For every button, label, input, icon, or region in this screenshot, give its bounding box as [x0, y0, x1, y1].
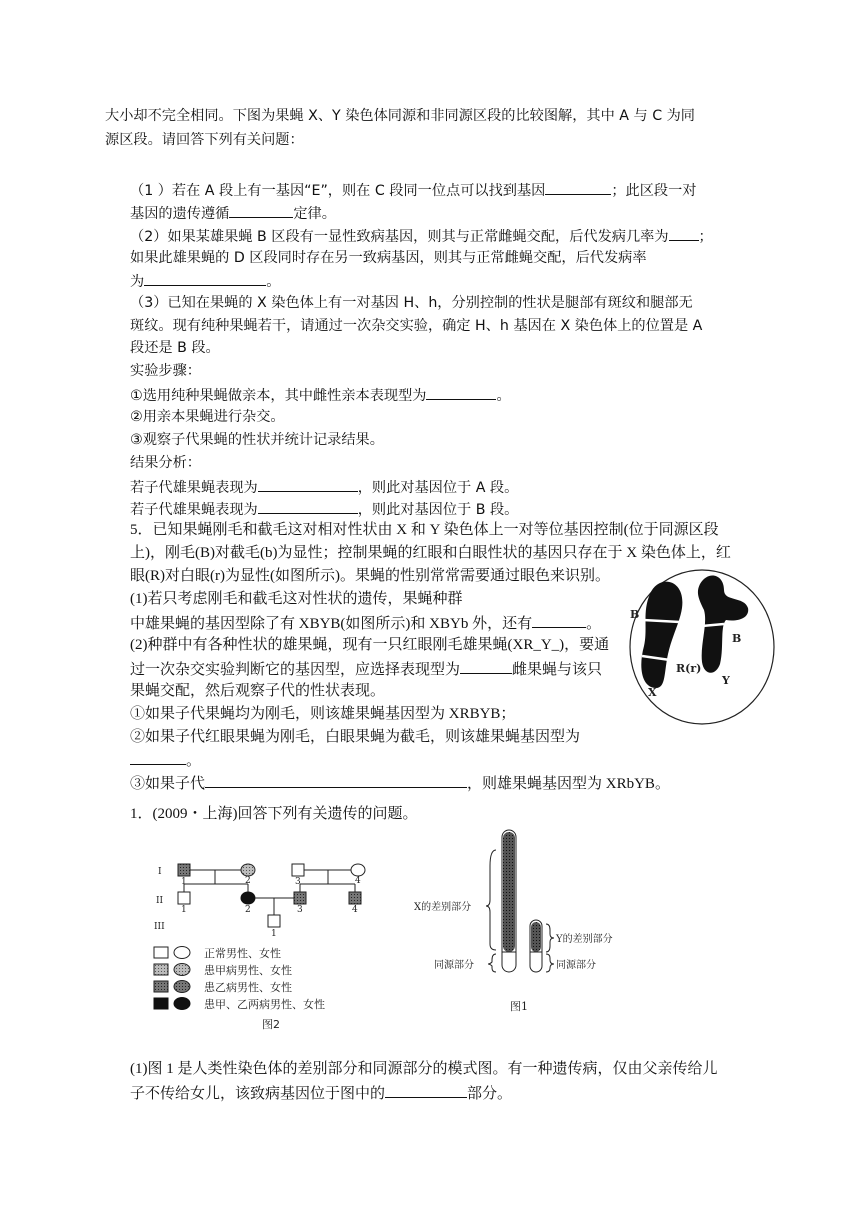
svg-text:4: 4 — [352, 905, 358, 915]
q1-text-c: 基因的遗传遵循 — [130, 206, 230, 222]
q3-line-3: 段还是 B 段。 — [130, 340, 220, 356]
homolog-right-label: 同源部分 — [556, 960, 596, 971]
q2-blank-1[interactable] — [669, 226, 699, 241]
legend-disease-a-male — [154, 964, 168, 975]
q5-blank-4[interactable] — [205, 773, 467, 788]
q5-case-3 — [130, 773, 670, 793]
II-1-male — [178, 892, 190, 904]
q2-text-e: 。 — [266, 274, 281, 290]
q2009-p1-end: 部分。 — [467, 1086, 513, 1102]
I-3-male — [292, 864, 304, 876]
q5-blank-2[interactable] — [460, 659, 512, 674]
III-1-male — [268, 915, 280, 927]
chromosome-caption: 图1 — [510, 1000, 528, 1013]
legend-both-female — [174, 998, 190, 1010]
svg-text:4: 4 — [355, 876, 361, 886]
q1-line-1 — [130, 180, 697, 200]
q5-blank-3[interactable] — [130, 750, 186, 765]
q5-line-3: 眼(R)对白眼(r)为显性(如图所示)。果蝇的性别常常需要通过眼色来识别。 — [130, 568, 610, 584]
q3-result1-text: 若子代雄果蝇表现为 — [130, 480, 258, 496]
q3-result1-end: ，则此对基因位于 A 段。 — [357, 480, 519, 496]
q5-part2-line-2 — [130, 659, 602, 679]
label-b-left: B — [630, 608, 640, 621]
legend-label-normal: 正常男性、女性 — [204, 947, 281, 960]
y-differential-region — [531, 922, 541, 952]
q3-step-2: ②用亲本果蝇进行杂交。 — [130, 409, 285, 425]
q2009-blank-1[interactable] — [385, 1083, 467, 1098]
svg-text:1: 1 — [271, 929, 277, 937]
q5-case-2: ②如果子代红眼果蝇为刚毛，白眼果蝇为截毛，则该雄果蝇基因型为 — [130, 729, 581, 745]
intro-line-1: 大小却不完全相同。下图为果蝇 X、Y 染色体同源和非同源区段的比较图解，其中 A 与 C 为同 — [105, 108, 695, 124]
q2-text-b: ； — [698, 229, 713, 245]
q5-case-2b — [130, 750, 201, 770]
q5-c3-end: ，则雄果蝇基因型为 XRbYB。 — [467, 776, 670, 792]
q5-p1-end: 。 — [586, 616, 602, 632]
I-4-female — [351, 864, 365, 876]
homolog-left-label: 同源部分 — [434, 960, 474, 971]
q3-result-1 — [130, 477, 518, 497]
q5-blank-1[interactable] — [532, 613, 586, 628]
q2-line-1 — [130, 226, 713, 246]
q1-text-a: （1 ）若在 A 段上有一基因“E”，则在 C 段同一位点可以找到基因 — [130, 183, 546, 199]
q3-blank-1[interactable] — [426, 385, 496, 400]
legend-disease-b-male — [154, 981, 168, 992]
q2009-p1-text: 子不传给女儿，该致病基因位于图中的 — [130, 1086, 386, 1102]
svg-text:1: 1 — [181, 877, 187, 887]
q1-text-b: ；此区段一对 — [611, 183, 697, 199]
x-diff-label: X的差别部分 — [414, 902, 472, 913]
q5-p2-text: 过一次杂交实验判断它的基因型，应选择表现型为 — [130, 662, 461, 678]
q5-line-2: 上)，刚毛(B)对截毛(b)为显性；控制果蝇的红眼和白眼性状的基因只存在于 X 染色体上，红 — [130, 545, 731, 561]
q1-line-2 — [130, 203, 336, 223]
y-homolog-brace — [546, 954, 554, 972]
generation-III-label: III — [154, 922, 165, 932]
y-diff-label: Y的差别部分 — [556, 934, 613, 945]
q5-c2-end: 。 — [186, 753, 202, 769]
pedigree-caption: 图2 — [262, 1018, 280, 1031]
q3-analysis-title: 结果分析： — [130, 455, 201, 471]
q3-result-2 — [130, 499, 518, 519]
label-x: X — [648, 686, 657, 699]
svg-text:3: 3 — [295, 877, 301, 887]
legend-label-both: 患甲、乙两病男性、女性 — [204, 998, 325, 1011]
q2-line-3 — [130, 271, 280, 291]
II-2-female — [241, 892, 255, 904]
q5-line-1: 5．已知果蝇刚毛和截毛这对相对性状由 X 和 Y 染色体上一对等位基因控制(位于同源区段 — [130, 522, 719, 538]
y-diff-brace — [546, 924, 554, 952]
legend-both-male — [154, 998, 168, 1009]
q5-p2-text-b: 雌果蝇与该只 — [512, 662, 603, 678]
q5-part1-line-2 — [130, 613, 601, 633]
q2009-title: 1．(2009・上海)回答下列有关遗传的问题。 — [130, 806, 418, 822]
q2009-p1-line-1: (1)图 1 是人类性染色体的差别部分和同源部分的模式图。有一种遗传病，仅由父亲传给儿 — [130, 1061, 718, 1077]
label-y: Y — [722, 674, 730, 687]
q2009-p1-line-2 — [130, 1083, 512, 1103]
II-3-male — [294, 892, 306, 904]
q3-blank-2[interactable] — [258, 477, 358, 492]
q3-steps-title: 实验步骤： — [130, 363, 201, 379]
legend-label-disease-b: 患乙病男性、女性 — [204, 981, 292, 994]
q3-step-3: ③观察子代果蝇的性状并统计记录结果。 — [130, 432, 384, 448]
q5-p1-text: 中雄果蝇的基因型除了有 XBYB(如图所示)和 XBYb 外，还有 — [130, 616, 533, 632]
q2-blank-2[interactable] — [144, 271, 266, 286]
q3-step1-text: ①选用纯种果蝇做亲本，其中雌性亲本表现型为 — [130, 388, 427, 404]
q3-result2-end: ，则此对基因位于 B 段。 — [357, 502, 519, 518]
legend-disease-b-female — [174, 981, 190, 993]
label-r: R(r) — [676, 662, 702, 675]
generation-II-label: II — [156, 896, 164, 906]
x-diff-brace — [486, 850, 496, 950]
intro-line-2: 源区段。请回答下列有关问题： — [105, 132, 304, 148]
I-2-female — [241, 864, 255, 876]
q3-line-2: 斑纹。现有纯种果蝇若干，请通过一次杂交实验，确定 H、h 基因在 X 染色体上的位置是 A — [130, 318, 703, 334]
legend-label-disease-a: 患甲病男性、女性 — [204, 964, 292, 977]
q5-part2-line-1: (2)种群中有各种性状的雄果蝇，现有一只红眼刚毛雄果蝇(XR_Y_)，要通 — [130, 637, 610, 653]
q1-text-d: 定律。 — [293, 206, 336, 222]
svg-text:1: 1 — [181, 905, 187, 915]
q3-step-1 — [130, 385, 511, 405]
svg-text:2: 2 — [245, 876, 251, 886]
q1-blank-2[interactable] — [229, 203, 293, 218]
svg-text:2: 2 — [245, 905, 251, 915]
pedigree-chart — [150, 852, 410, 937]
q5-c3-text: ③如果子代 — [130, 776, 206, 792]
q2-text-d: 为 — [130, 274, 145, 290]
chromosome-circle-figure — [628, 568, 776, 726]
legend-normal-female — [174, 947, 190, 959]
q5-part2-line-3: 果蝇交配，然后观察子代的性状表现。 — [130, 683, 386, 699]
q5-part1-line-1: (1)若只考虑刚毛和截毛这对性状的遗传，果蝇种群 — [130, 591, 463, 607]
generation-I-label: I — [158, 867, 162, 877]
I-1-male — [178, 864, 190, 876]
pedigree-legend-symbols — [152, 944, 200, 1012]
q5-case-1: ①如果子代果蝇均为刚毛，则该雄果蝇基因型为 XRBYB； — [130, 706, 516, 722]
q2-line-2: 如果此雄果蝇的 D 区段同时存在另一致病基因，则其与正常雌蝇交配，后代发病率 — [130, 250, 647, 266]
x-differential-region — [503, 832, 515, 952]
label-b-right: B — [732, 632, 742, 645]
q3-step1-end: 。 — [496, 388, 511, 404]
II-4-male — [349, 892, 361, 904]
svg-text:3: 3 — [297, 905, 303, 915]
q3-line-1: （3）已知在果蝇的 X 染色体上有一对基因 H、h，分别控制的性状是腿部有斑纹和腿部无 — [130, 295, 693, 311]
legend-disease-a-female — [174, 964, 190, 976]
q3-result2-text: 若子代雄果蝇表现为 — [130, 502, 258, 518]
x-homolog-brace — [488, 954, 496, 972]
q1-blank-1[interactable] — [545, 180, 611, 195]
q3-blank-3[interactable] — [258, 499, 358, 514]
sex-chromosome-figure — [410, 826, 650, 1016]
legend-normal-male — [154, 947, 168, 958]
q2-text-a: （2）如果某雄果蝇 B 区段有一显性致病基因，则其与正常雌蝇交配，后代发病几率为 — [130, 229, 669, 245]
